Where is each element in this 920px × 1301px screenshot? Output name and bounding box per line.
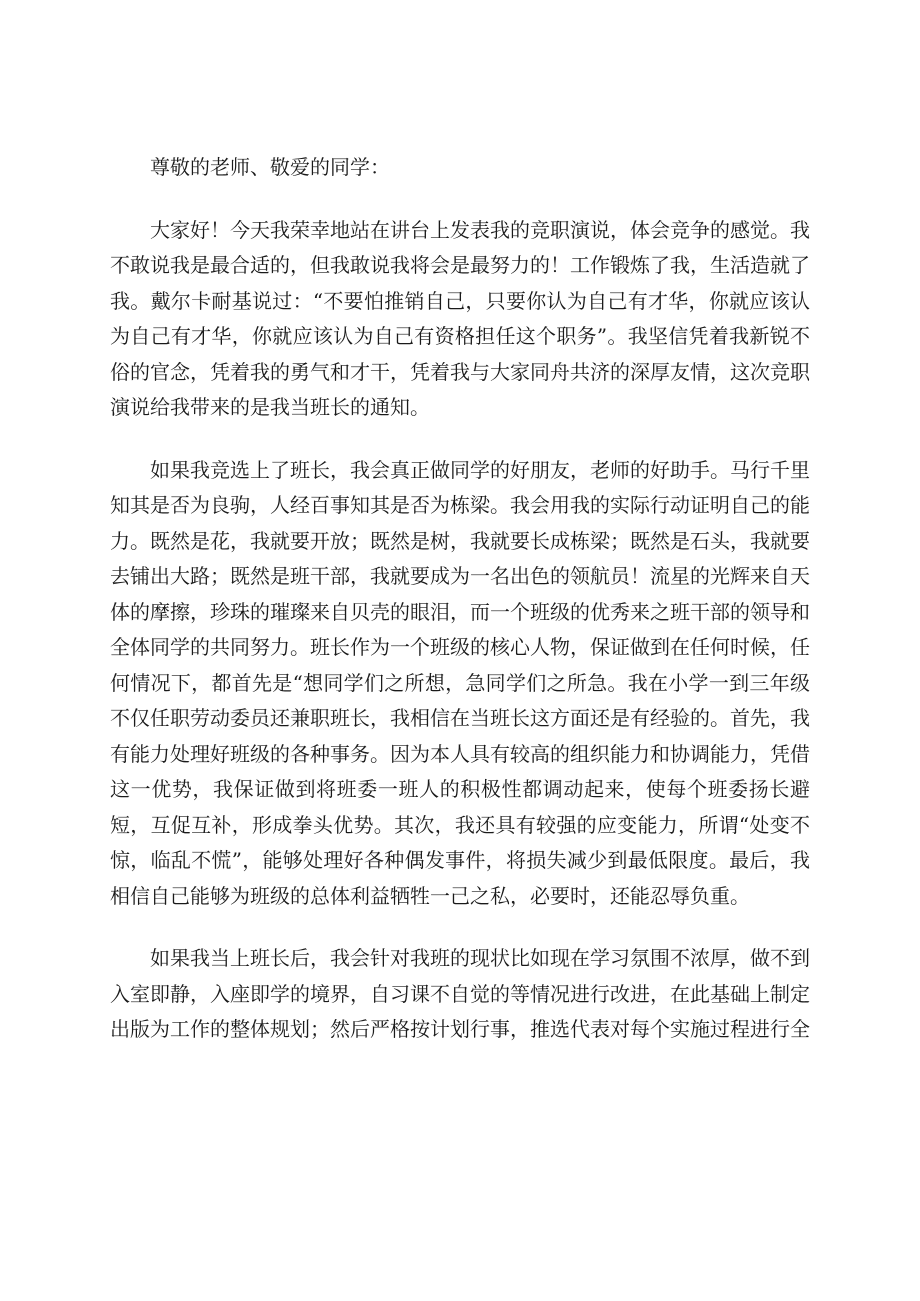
salutation: 尊敬的老师、敬爱的同学： bbox=[150, 155, 390, 179]
paragraph-plan: 如果我当上班长后，我会针对我班的现状比如现在学习氛围不浓厚，做不到入室即静，入座即学的境界，自习课不自觉的等情况进行改进，在此基础上制定出版为工作的整体规划；然后严格按计划行事，推选代表对每个实施过程进行全 bbox=[110, 946, 810, 1041]
speech-body bbox=[110, 150, 810, 1048]
paragraph-greeting: 大家好！今天我荣幸地站在讲台上发表我的竞职演说，体会竞争的感觉。我不敢说我是最合适的，但我敢说我将会是最努力的！工作锻炼了我，生活造就了我。戴尔卡耐基说过：“不要怕推销自己，只要你认为自己有才华，你就应该认为自己有才华，你就应该认为自己有资格担任这个职务”。我坚信凭着我新锐不俗的官念，凭着我的勇气和才干，凭着我与大家同舟共济的深厚友情，这次竞职演说给我带来的是我当班长的通知。 bbox=[110, 217, 810, 419]
paragraph-commitment: 如果我竞选上了班长，我会真正做同学的好朋友，老师的好助手。马行千里知其是否为良驹，人经百事知其是否为栋梁。我会用我的实际行动证明自己的能力。既然是花，我就要开放；既然是树，我就要长成栋梁；既然是石头，我就要去铺出大路；既然是班干部，我就要成为一名出色的领航员！流星的光辉来自天体的摩擦，珍珠的璀璨来自贝壳的眼泪，而一个班级的优秀来之班干部的领导和全体同学的共同努力。班长作为一个班级的核心人物，保证做到在任何时候，任何情况下，都首先是“想同学们之所想，急同学们之所急。我在小学一到三年级不仅任职劳动委员还兼职班长，我相信在当班长这方面还是有经验的。首先，我有能力处理好班级的各种事务。因为本人具有较高的组织能力和协调能力，凭借这一优势，我保证做到将班委一班人的积极性都调动起来，使每个班委扬长避短，互促互补，形成拳头优势。其次，我还具有较强的应变能力，所谓“处变不惊，临乱不慌”，能够处理好各种偶发事件，将损失减少到最低限度。最后，我相信自己能够为班级的总体利益牺牲一己之私，必要时，还能忍辱负重。 bbox=[110, 457, 810, 908]
